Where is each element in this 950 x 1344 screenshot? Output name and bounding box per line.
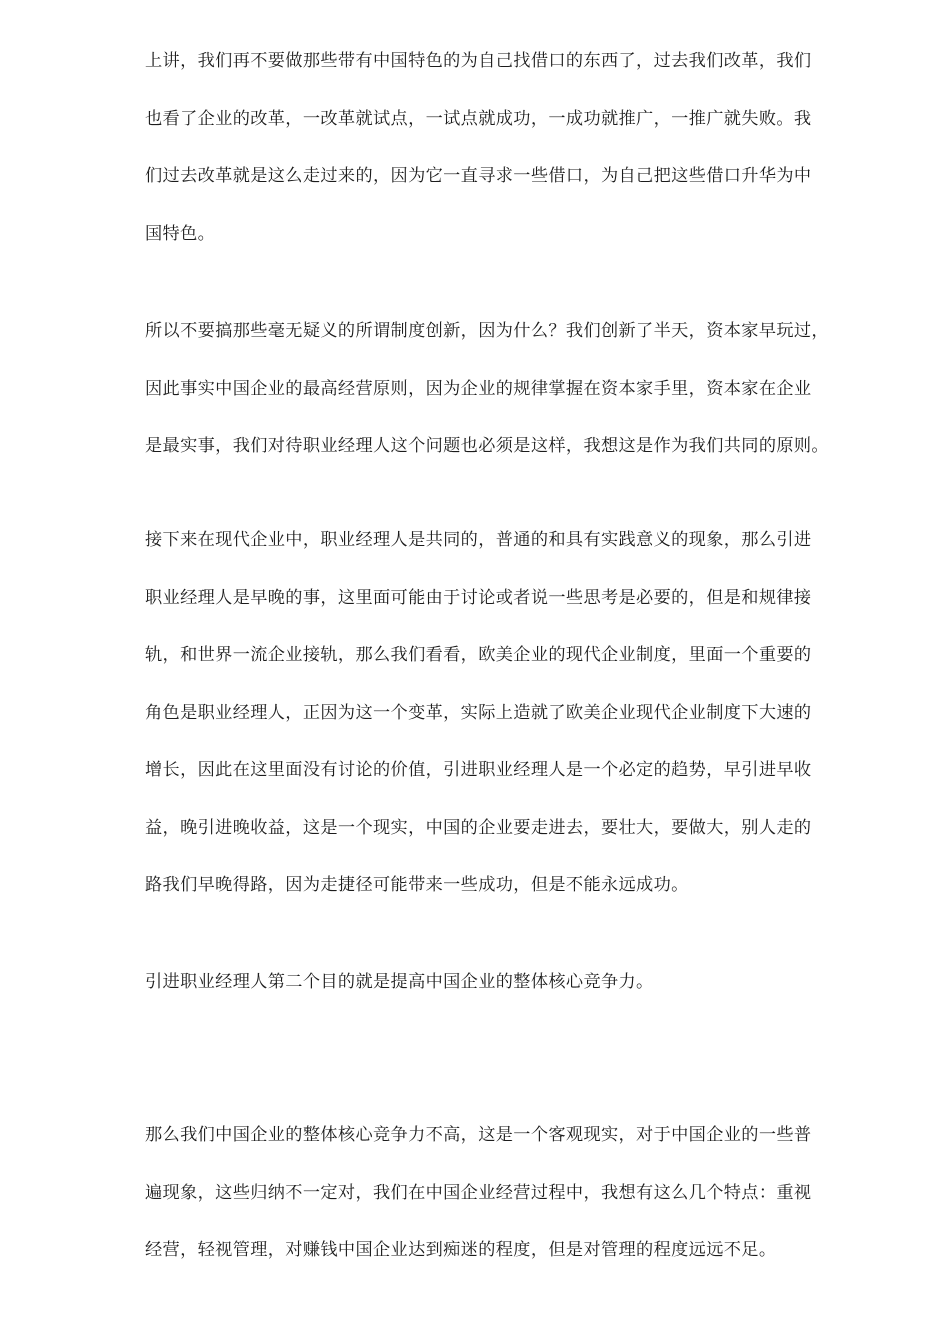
- text-line: 那么我们中国企业的整体核心竞争力不高，这是一个客观现实，对于中国企业的一些普: [145, 1125, 812, 1145]
- paragraph-3: [145, 529, 875, 932]
- text-line: 们过去改革就是这么走过来的，因为它一直寻求一些借口，为自己把这些借口升华为中: [145, 166, 812, 186]
- text-line: 是最实事，我们对待职业经理人这个问题也必须是这样，我想这是作为我们共同的原则。: [145, 436, 829, 456]
- paragraph-4: [145, 971, 875, 1029]
- text-line: 增长，因此在这里面没有讨论的价值，引进职业经理人是一个必定的趋势，早引进早收: [145, 760, 812, 780]
- text-line: 引进职业经理人第二个目的就是提高中国企业的整体核心竞争力。: [145, 972, 654, 992]
- text-line: 遍现象，这些归纳不一定对，我们在中国企业经营过程中，我想有这么几个特点：重视: [145, 1182, 812, 1203]
- paragraph-5: [145, 1124, 875, 1297]
- text-line: 也看了企业的改革，一改革就试点，一试点就成功，一成功就推广，一推广就失败。我: [145, 108, 812, 129]
- text-line: 因此事实中国企业的最高经营原则，因为企业的规律掌握在资本家手里，资本家在企业: [145, 378, 812, 399]
- paragraph-2: [145, 320, 875, 493]
- text-line: 路我们早晚得路，因为走捷径可能带来一些成功，但是不能永远成功。: [145, 875, 689, 895]
- text-line: 角色是职业经理人，正因为这一个变革，实际上造就了欧美企业现代企业制度下大速的: [145, 702, 812, 723]
- text-line: 所以不要搞那些毫无疑义的所谓制度创新，因为什么？我们创新了半天，资本家早玩过，: [145, 321, 829, 341]
- text-line: 接下来在现代企业中，职业经理人是共同的，普通的和具有实践意义的现象，那么引进: [145, 530, 812, 550]
- text-line: 上讲，我们再不要做那些带有中国特色的为自己找借口的东西了，过去我们改革，我们: [145, 51, 812, 71]
- text-line: 经营，轻视管理，对赚钱中国企业达到痴迷的程度，但是对管理的程度远远不足。: [145, 1240, 777, 1260]
- paragraph-1: [145, 50, 875, 280]
- text-line: 国特色。: [145, 223, 216, 244]
- text-line: 益，晚引进晚收益，这是一个现实，中国的企业要走进去，要壮大，要做大，别人走的: [145, 817, 812, 838]
- text-line: 职业经理人是早晚的事，这里面可能由于讨论或者说一些思考是必要的，但是和规律接: [145, 587, 812, 608]
- text-line: 轨，和世界一流企业接轨，那么我们看看，欧美企业的现代企业制度，里面一个重要的: [145, 645, 812, 665]
